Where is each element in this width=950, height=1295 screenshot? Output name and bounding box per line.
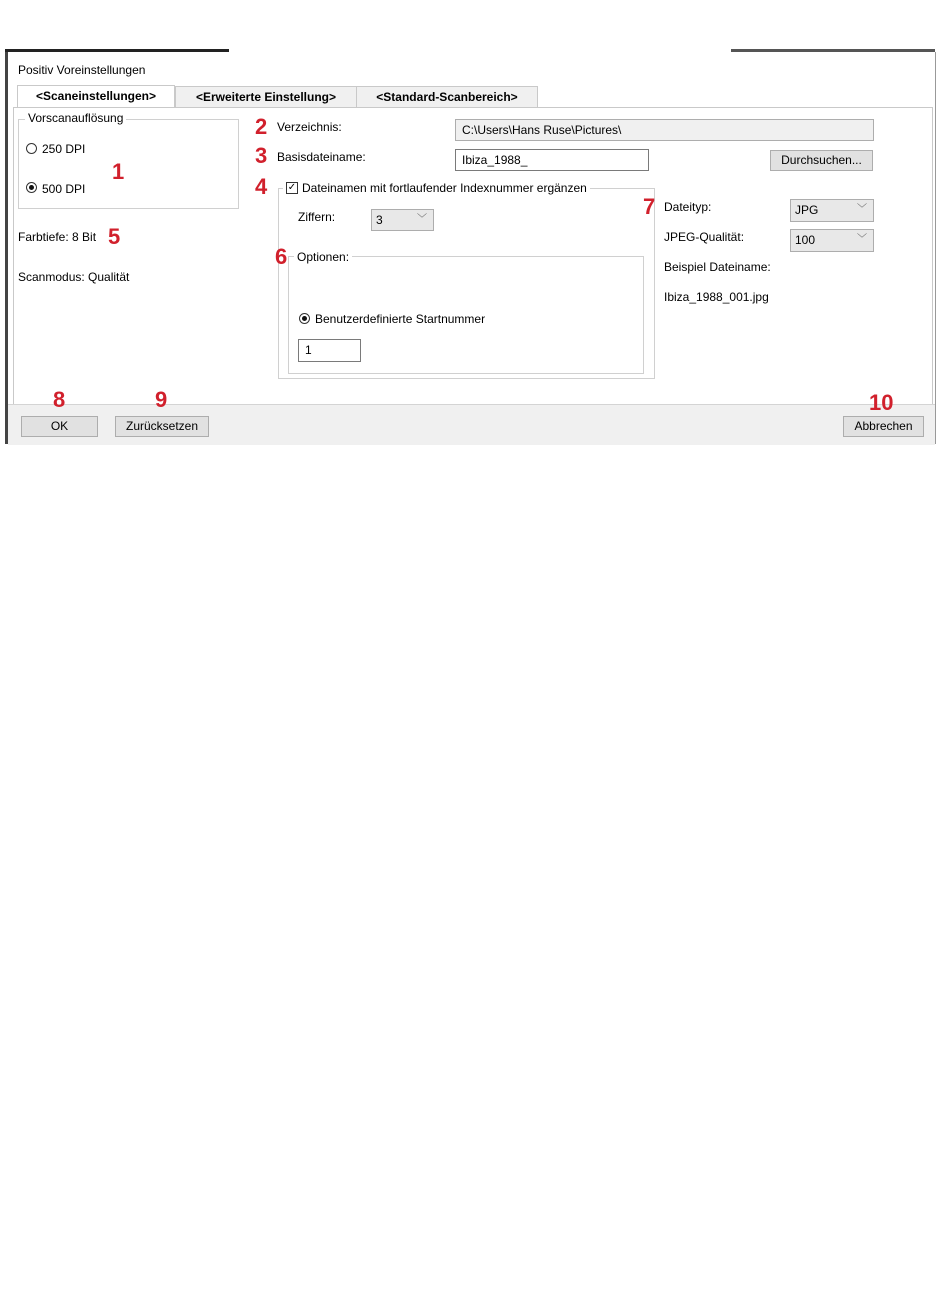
scan-mode-text: Scanmodus: Qualität <box>18 270 130 284</box>
jpeg-quality-value: 100 <box>795 233 816 247</box>
example-filename-value: Ibiza_1988_001.jpg <box>664 290 769 304</box>
digits-label: Ziffern: <box>298 210 336 224</box>
index-number-legend <box>283 181 590 195</box>
file-type-select[interactable] <box>790 199 874 222</box>
example-filename-label: Beispiel Dateiname: <box>664 260 771 274</box>
callout-10: 10 <box>869 390 894 415</box>
radio-500-dpi[interactable] <box>26 182 37 193</box>
chevron-down-icon: ﹀ <box>857 204 867 215</box>
reset-button[interactable]: Zurücksetzen <box>115 416 209 437</box>
radio-500-dpi-label: 500 DPI <box>42 182 86 196</box>
file-type-value: JPG <box>795 203 819 217</box>
index-number-checkbox[interactable] <box>286 182 298 194</box>
directory-field[interactable]: C:\Users\Hans Ruse\Pictures\ <box>455 119 874 141</box>
radio-250-dpi[interactable] <box>26 143 37 154</box>
radio-selected-dot <box>29 185 34 190</box>
chevron-down-icon: ﹀ <box>417 214 427 225</box>
digits-select[interactable] <box>371 209 434 231</box>
radio-selected-dot <box>302 316 307 321</box>
file-type-label: Dateityp: <box>664 200 712 214</box>
tab-scan-settings[interactable]: <Scaneinstellungen> <box>17 85 175 107</box>
base-filename-label: Basisdateiname: <box>277 150 366 164</box>
digits-value: 3 <box>376 213 383 227</box>
tab-default-scan-area[interactable]: <Standard-Scanbereich> <box>356 86 538 107</box>
ok-button[interactable]: OK <box>21 416 98 437</box>
jpeg-quality-label: JPEG-Qualität: <box>664 230 745 244</box>
directory-label: Verzeichnis: <box>277 120 342 134</box>
checkmark-icon: ✓ <box>287 182 297 193</box>
jpeg-quality-select[interactable] <box>790 229 874 252</box>
callout-3: 3 <box>255 143 268 168</box>
base-filename-field[interactable]: Ibiza_1988_ <box>455 149 649 171</box>
radio-250-dpi-label: 250 DPI <box>42 142 86 156</box>
callout-1: 1 <box>112 159 125 184</box>
tab-advanced-settings[interactable]: <Erweiterte Einstellung> <box>175 86 357 107</box>
cancel-button[interactable]: Abbrechen <box>843 416 924 437</box>
callout-5: 5 <box>108 224 121 249</box>
dialog-title: Positiv Voreinstellungen <box>18 63 146 77</box>
callout-4: 4 <box>255 174 268 199</box>
callout-6: 6 <box>275 244 288 269</box>
callout-7: 7 <box>643 194 656 219</box>
index-number-label: Dateinamen mit fortlaufender Indexnummer ergänzen <box>302 181 587 195</box>
callout-2: 2 <box>255 114 268 139</box>
chevron-down-icon: ﹀ <box>857 234 867 245</box>
start-number-field[interactable]: 1 <box>298 339 361 362</box>
options-legend: Optionen: <box>294 250 352 264</box>
callout-9: 9 <box>155 387 168 412</box>
browse-button[interactable]: Durchsuchen... <box>770 150 873 171</box>
color-depth-text: Farbtiefe: 8 Bit <box>18 230 97 244</box>
radio-custom-start-number[interactable] <box>299 313 310 324</box>
custom-start-number-label: Benutzerdefinierte Startnummer <box>315 312 486 326</box>
preview-resolution-legend: Vorscanauflösung <box>25 111 126 125</box>
callout-8: 8 <box>53 387 66 412</box>
